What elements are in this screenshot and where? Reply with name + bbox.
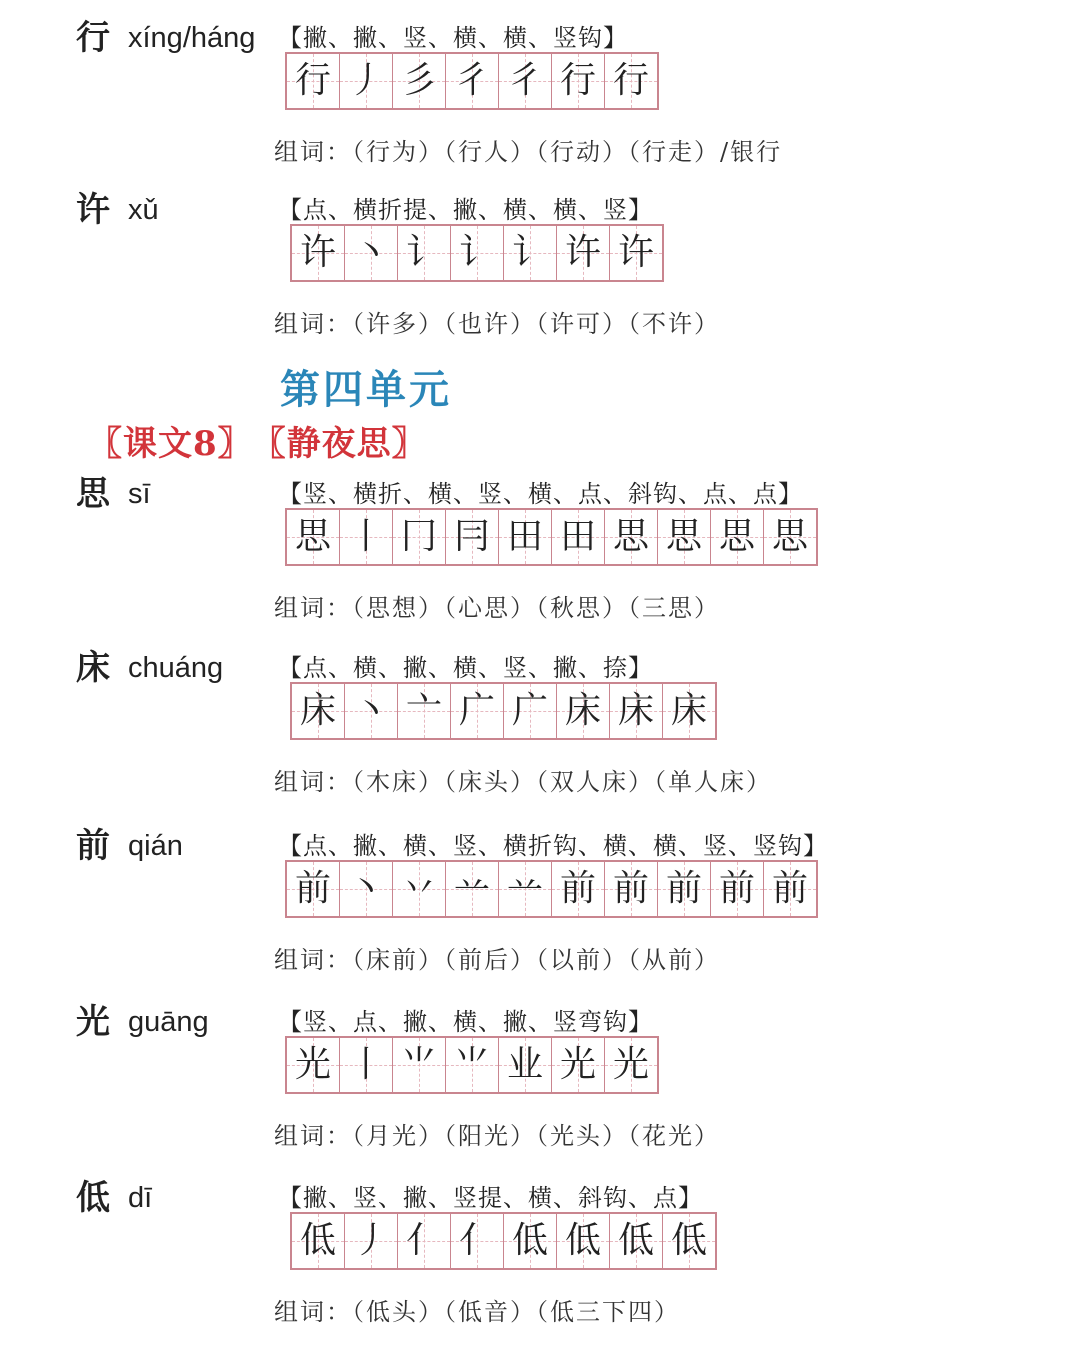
stroke-order: 【撇、撇、竖、横、横、竖钩】 xyxy=(278,24,628,52)
stroke-order: 【竖、点、撇、横、撇、竖弯钩】 xyxy=(278,1008,653,1036)
stroke-glyph: 丿 xyxy=(352,1220,389,1261)
word-examples xyxy=(274,592,720,624)
stroke-glyph: 床 xyxy=(564,690,601,731)
word-examples xyxy=(274,136,782,168)
stroke-cell xyxy=(658,510,711,564)
stroke-glyph: 床 xyxy=(299,690,336,731)
stroke-order: 【点、撇、横、竖、横折钩、横、横、竖、竖钩】 xyxy=(278,832,828,860)
word-examples xyxy=(274,1120,720,1152)
stroke-glyph: 思 xyxy=(771,516,808,557)
stroke-cell xyxy=(345,684,398,738)
stroke-cell xyxy=(663,684,715,738)
entry-character: 许 xyxy=(76,190,110,230)
stroke-cell xyxy=(504,226,557,280)
entry-character: 行 xyxy=(76,18,110,58)
words-list: （低头）（低音）（低三下四） xyxy=(352,1298,680,1326)
words-label: 组词： xyxy=(274,594,352,622)
unit-title: 第四单元 xyxy=(280,366,452,413)
character-entry xyxy=(0,18,1079,188)
stroke-cell xyxy=(499,54,552,108)
entry-character: 光 xyxy=(76,1002,110,1042)
stroke-cell xyxy=(345,226,398,280)
stroke-glyph: 业 xyxy=(506,1044,543,1085)
stroke-glyph: 前 xyxy=(559,868,596,909)
stroke-grid xyxy=(285,52,659,110)
stroke-cell xyxy=(393,1038,446,1092)
stroke-glyph: 前 xyxy=(718,868,755,909)
stroke-cell xyxy=(393,54,446,108)
stroke-glyph: 思 xyxy=(612,516,649,557)
entry-pinyin: dī xyxy=(128,1182,153,1214)
stroke-glyph: 行 xyxy=(294,60,331,101)
stroke-glyph: 彡 xyxy=(400,60,437,101)
stroke-cell xyxy=(552,862,605,916)
lesson-heading xyxy=(88,416,443,465)
stroke-glyph: 低 xyxy=(564,1220,601,1261)
stroke-cell xyxy=(764,510,816,564)
stroke-grid xyxy=(290,1212,717,1270)
stroke-cell xyxy=(345,1214,398,1268)
words-list: （思想）（心思）（秋思）（三思） xyxy=(352,594,720,622)
lesson-number: 〖课文8〗 xyxy=(88,424,253,464)
entry-pinyin: xíng/háng xyxy=(128,22,256,54)
character-entry xyxy=(0,1002,1079,1172)
stroke-glyph: 广 xyxy=(511,690,548,731)
stroke-cell xyxy=(610,226,662,280)
stroke-cell xyxy=(451,1214,504,1268)
stroke-glyph: 广 xyxy=(458,690,495,731)
stroke-glyph: ⺌ xyxy=(400,1044,437,1085)
stroke-glyph: 讠 xyxy=(405,232,442,273)
stroke-cell xyxy=(711,862,764,916)
stroke-cell xyxy=(287,862,340,916)
stroke-cell xyxy=(605,862,658,916)
stroke-cell xyxy=(292,226,345,280)
stroke-glyph: 低 xyxy=(511,1220,548,1261)
entry-character: 前 xyxy=(76,826,110,866)
words-label: 组词： xyxy=(274,768,352,796)
stroke-cell xyxy=(398,684,451,738)
stroke-order: 【竖、横折、横、竖、横、点、斜钩、点、点】 xyxy=(278,480,803,508)
stroke-cell xyxy=(292,1214,345,1268)
entry-character: 床 xyxy=(76,648,110,688)
stroke-cell xyxy=(446,510,499,564)
stroke-cell xyxy=(398,226,451,280)
stroke-glyph: 前 xyxy=(294,868,331,909)
stroke-glyph: 彳 xyxy=(453,60,490,101)
stroke-glyph: 丿 xyxy=(347,60,384,101)
stroke-cell xyxy=(451,684,504,738)
words-label: 组词： xyxy=(274,946,352,974)
stroke-glyph: 光 xyxy=(612,1044,649,1085)
stroke-cell xyxy=(552,54,605,108)
stroke-cell xyxy=(605,1038,657,1092)
stroke-glyph: 亻 xyxy=(458,1220,495,1261)
stroke-glyph: 冃 xyxy=(453,516,490,557)
words-label: 组词： xyxy=(274,138,352,166)
word-examples xyxy=(274,308,720,340)
stroke-cell xyxy=(340,54,393,108)
stroke-grid xyxy=(290,224,664,282)
stroke-cell xyxy=(552,1038,605,1092)
words-list: （木床）（床头）（双人床）（单人床） xyxy=(352,768,772,796)
stroke-glyph: 低 xyxy=(617,1220,654,1261)
entry-pinyin: qián xyxy=(128,830,183,862)
stroke-cell xyxy=(446,862,499,916)
words-label: 组词： xyxy=(274,310,352,338)
stroke-cell xyxy=(764,862,816,916)
stroke-glyph: 亠 xyxy=(405,690,442,731)
stroke-glyph: 行 xyxy=(612,60,649,101)
character-entry xyxy=(0,648,1079,818)
stroke-glyph: 讠 xyxy=(458,232,495,273)
stroke-order: 【点、横折提、撇、横、横、竖】 xyxy=(278,196,653,224)
stroke-cell xyxy=(663,1214,715,1268)
stroke-grid xyxy=(285,860,818,918)
stroke-cell xyxy=(340,1038,393,1092)
stroke-glyph: 思 xyxy=(718,516,755,557)
stroke-cell xyxy=(504,1214,557,1268)
stroke-cell xyxy=(340,862,393,916)
stroke-glyph: 光 xyxy=(294,1044,331,1085)
words-list: （许多）（也许）（许可）（不许） xyxy=(352,310,720,338)
word-examples xyxy=(274,944,720,976)
stroke-cell xyxy=(398,1214,451,1268)
stroke-glyph: 许 xyxy=(617,232,654,273)
stroke-cell xyxy=(393,862,446,916)
stroke-glyph: 前 xyxy=(612,868,649,909)
character-entry xyxy=(0,826,1079,996)
stroke-glyph: 许 xyxy=(564,232,601,273)
entry-pinyin: xǔ xyxy=(128,194,159,226)
stroke-cell xyxy=(451,226,504,280)
stroke-glyph: 光 xyxy=(559,1044,596,1085)
stroke-glyph: 床 xyxy=(617,690,654,731)
entry-pinyin: chuáng xyxy=(128,652,224,684)
stroke-cell xyxy=(658,862,711,916)
stroke-cell xyxy=(552,510,605,564)
stroke-cell xyxy=(557,684,610,738)
stroke-glyph: 丶 xyxy=(352,690,389,731)
stroke-cell xyxy=(610,1214,663,1268)
stroke-cell xyxy=(446,1038,499,1092)
stroke-glyph: 田 xyxy=(559,516,596,557)
stroke-cell xyxy=(605,54,657,108)
entry-character: 思 xyxy=(76,474,110,514)
stroke-cell xyxy=(557,226,610,280)
entry-character: 低 xyxy=(76,1178,110,1218)
stroke-glyph: 低 xyxy=(299,1220,336,1261)
stroke-glyph: 床 xyxy=(670,690,707,731)
stroke-cell xyxy=(499,510,552,564)
words-list: （行为）（行人）（行动）（行走）/银行 xyxy=(352,138,783,166)
stroke-glyph: ⺌ xyxy=(453,1044,490,1085)
words-label: 组词： xyxy=(274,1122,352,1150)
stroke-glyph: 行 xyxy=(559,60,596,101)
stroke-cell xyxy=(340,510,393,564)
words-list: （月光）（阳光）（光头）（花光） xyxy=(352,1122,720,1150)
stroke-cell xyxy=(711,510,764,564)
stroke-glyph: 前 xyxy=(771,868,808,909)
stroke-glyph: 䒑 xyxy=(506,868,543,909)
word-examples xyxy=(274,1296,680,1328)
stroke-cell xyxy=(287,510,340,564)
stroke-cell xyxy=(287,54,340,108)
words-list: （床前）（前后）（以前）（从前） xyxy=(352,946,720,974)
words-label: 组词： xyxy=(274,1298,352,1326)
stroke-cell xyxy=(287,1038,340,1092)
stroke-grid xyxy=(285,1036,659,1094)
stroke-cell xyxy=(610,684,663,738)
stroke-glyph: 冂 xyxy=(400,516,437,557)
stroke-glyph: 讠 xyxy=(511,232,548,273)
stroke-grid xyxy=(285,508,818,566)
stroke-glyph: 亻 xyxy=(405,1220,442,1261)
stroke-glyph: 思 xyxy=(665,516,702,557)
stroke-cell xyxy=(504,684,557,738)
lesson-title: 〖静夜思〗 xyxy=(268,424,427,464)
stroke-glyph: 思 xyxy=(294,516,331,557)
stroke-glyph: 丷 xyxy=(400,868,437,909)
stroke-grid xyxy=(290,682,717,740)
stroke-order: 【撇、竖、撇、竖提、横、斜钩、点】 xyxy=(278,1184,703,1212)
stroke-glyph: 低 xyxy=(670,1220,707,1261)
stroke-cell xyxy=(557,1214,610,1268)
stroke-order: 【点、横、撇、横、竖、撇、捺】 xyxy=(278,654,653,682)
character-entry xyxy=(0,190,1079,360)
stroke-cell xyxy=(393,510,446,564)
stroke-glyph: 丨 xyxy=(347,516,384,557)
stroke-glyph: 丶 xyxy=(347,868,384,909)
stroke-cell xyxy=(605,510,658,564)
stroke-glyph: 前 xyxy=(665,868,702,909)
stroke-cell xyxy=(499,1038,552,1092)
stroke-cell xyxy=(499,862,552,916)
stroke-glyph: 彳 xyxy=(506,60,543,101)
stroke-glyph: 许 xyxy=(299,232,336,273)
entry-pinyin: sī xyxy=(128,478,151,510)
entry-pinyin: guāng xyxy=(128,1006,209,1038)
character-entry xyxy=(0,474,1079,644)
character-entry xyxy=(0,1178,1079,1348)
stroke-glyph: 丨 xyxy=(347,1044,384,1085)
stroke-cell xyxy=(292,684,345,738)
stroke-glyph: 䒑 xyxy=(453,868,490,909)
stroke-glyph: 田 xyxy=(506,516,543,557)
stroke-cell xyxy=(446,54,499,108)
word-examples xyxy=(274,766,772,798)
stroke-glyph: 丶 xyxy=(352,232,389,273)
